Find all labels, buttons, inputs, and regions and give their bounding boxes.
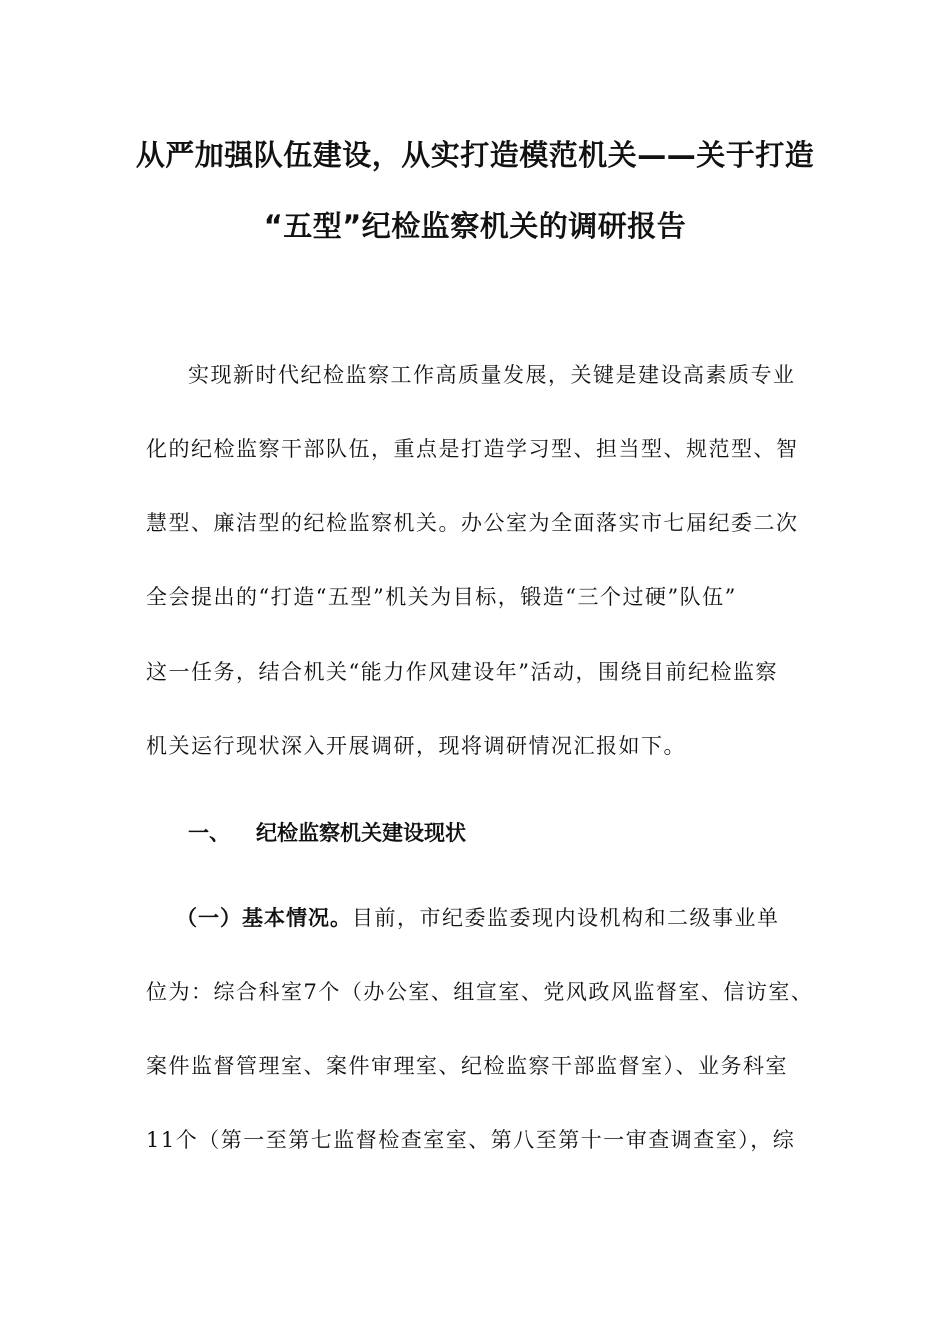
subsection-lead: （一）基本情况。: [176, 906, 352, 930]
intro-line-2: 化的纪检监察干部队伍，重点是打造学习型、担当型、规范型、智: [146, 437, 799, 461]
subsection-line-1: [176, 903, 836, 933]
intro-line-3: 慧型、廉洁型的纪检监察机关。办公室为全面落实市七届纪委二次: [146, 511, 799, 535]
document-title-line-1: 从严加强队伍建设，从实打造模范机关——关于打造: [135, 138, 815, 172]
intro-line-5: 这一任务，结合机关“能力作风建设年”活动，围绕目前纪检监察: [146, 660, 778, 684]
section-number: 一、: [188, 821, 230, 845]
subsection-line-1-text: 目前，市纪委监委现内设机构和二级事业单: [352, 906, 780, 930]
subsection-line-2: 位为：综合科室7个（办公室、组宣室、党风政风监督室、信访室、: [146, 980, 814, 1004]
intro-line-6: 机关运行现状深入开展调研，现将调研情况汇报如下。: [146, 734, 686, 758]
document-title-line-2: “五型”纪检监察机关的调研报告: [263, 209, 687, 243]
section-title: 纪检监察机关建设现状: [256, 821, 466, 845]
subsection-line-4: 11个（第一至第七监督检查室室、第八至第十一审查调查室），综: [146, 1128, 796, 1152]
subsection-line-3: 案件监督管理室、案件审理室、纪检监察干部监督室）、业务科室: [146, 1054, 788, 1078]
intro-line-4: 全会提出的“打造“五型”机关为目标，锻造“三个过硬”队伍”: [146, 585, 737, 609]
intro-line-1: 实现新时代纪检监察工作高质量发展，关键是建设高素质专业: [188, 363, 796, 387]
